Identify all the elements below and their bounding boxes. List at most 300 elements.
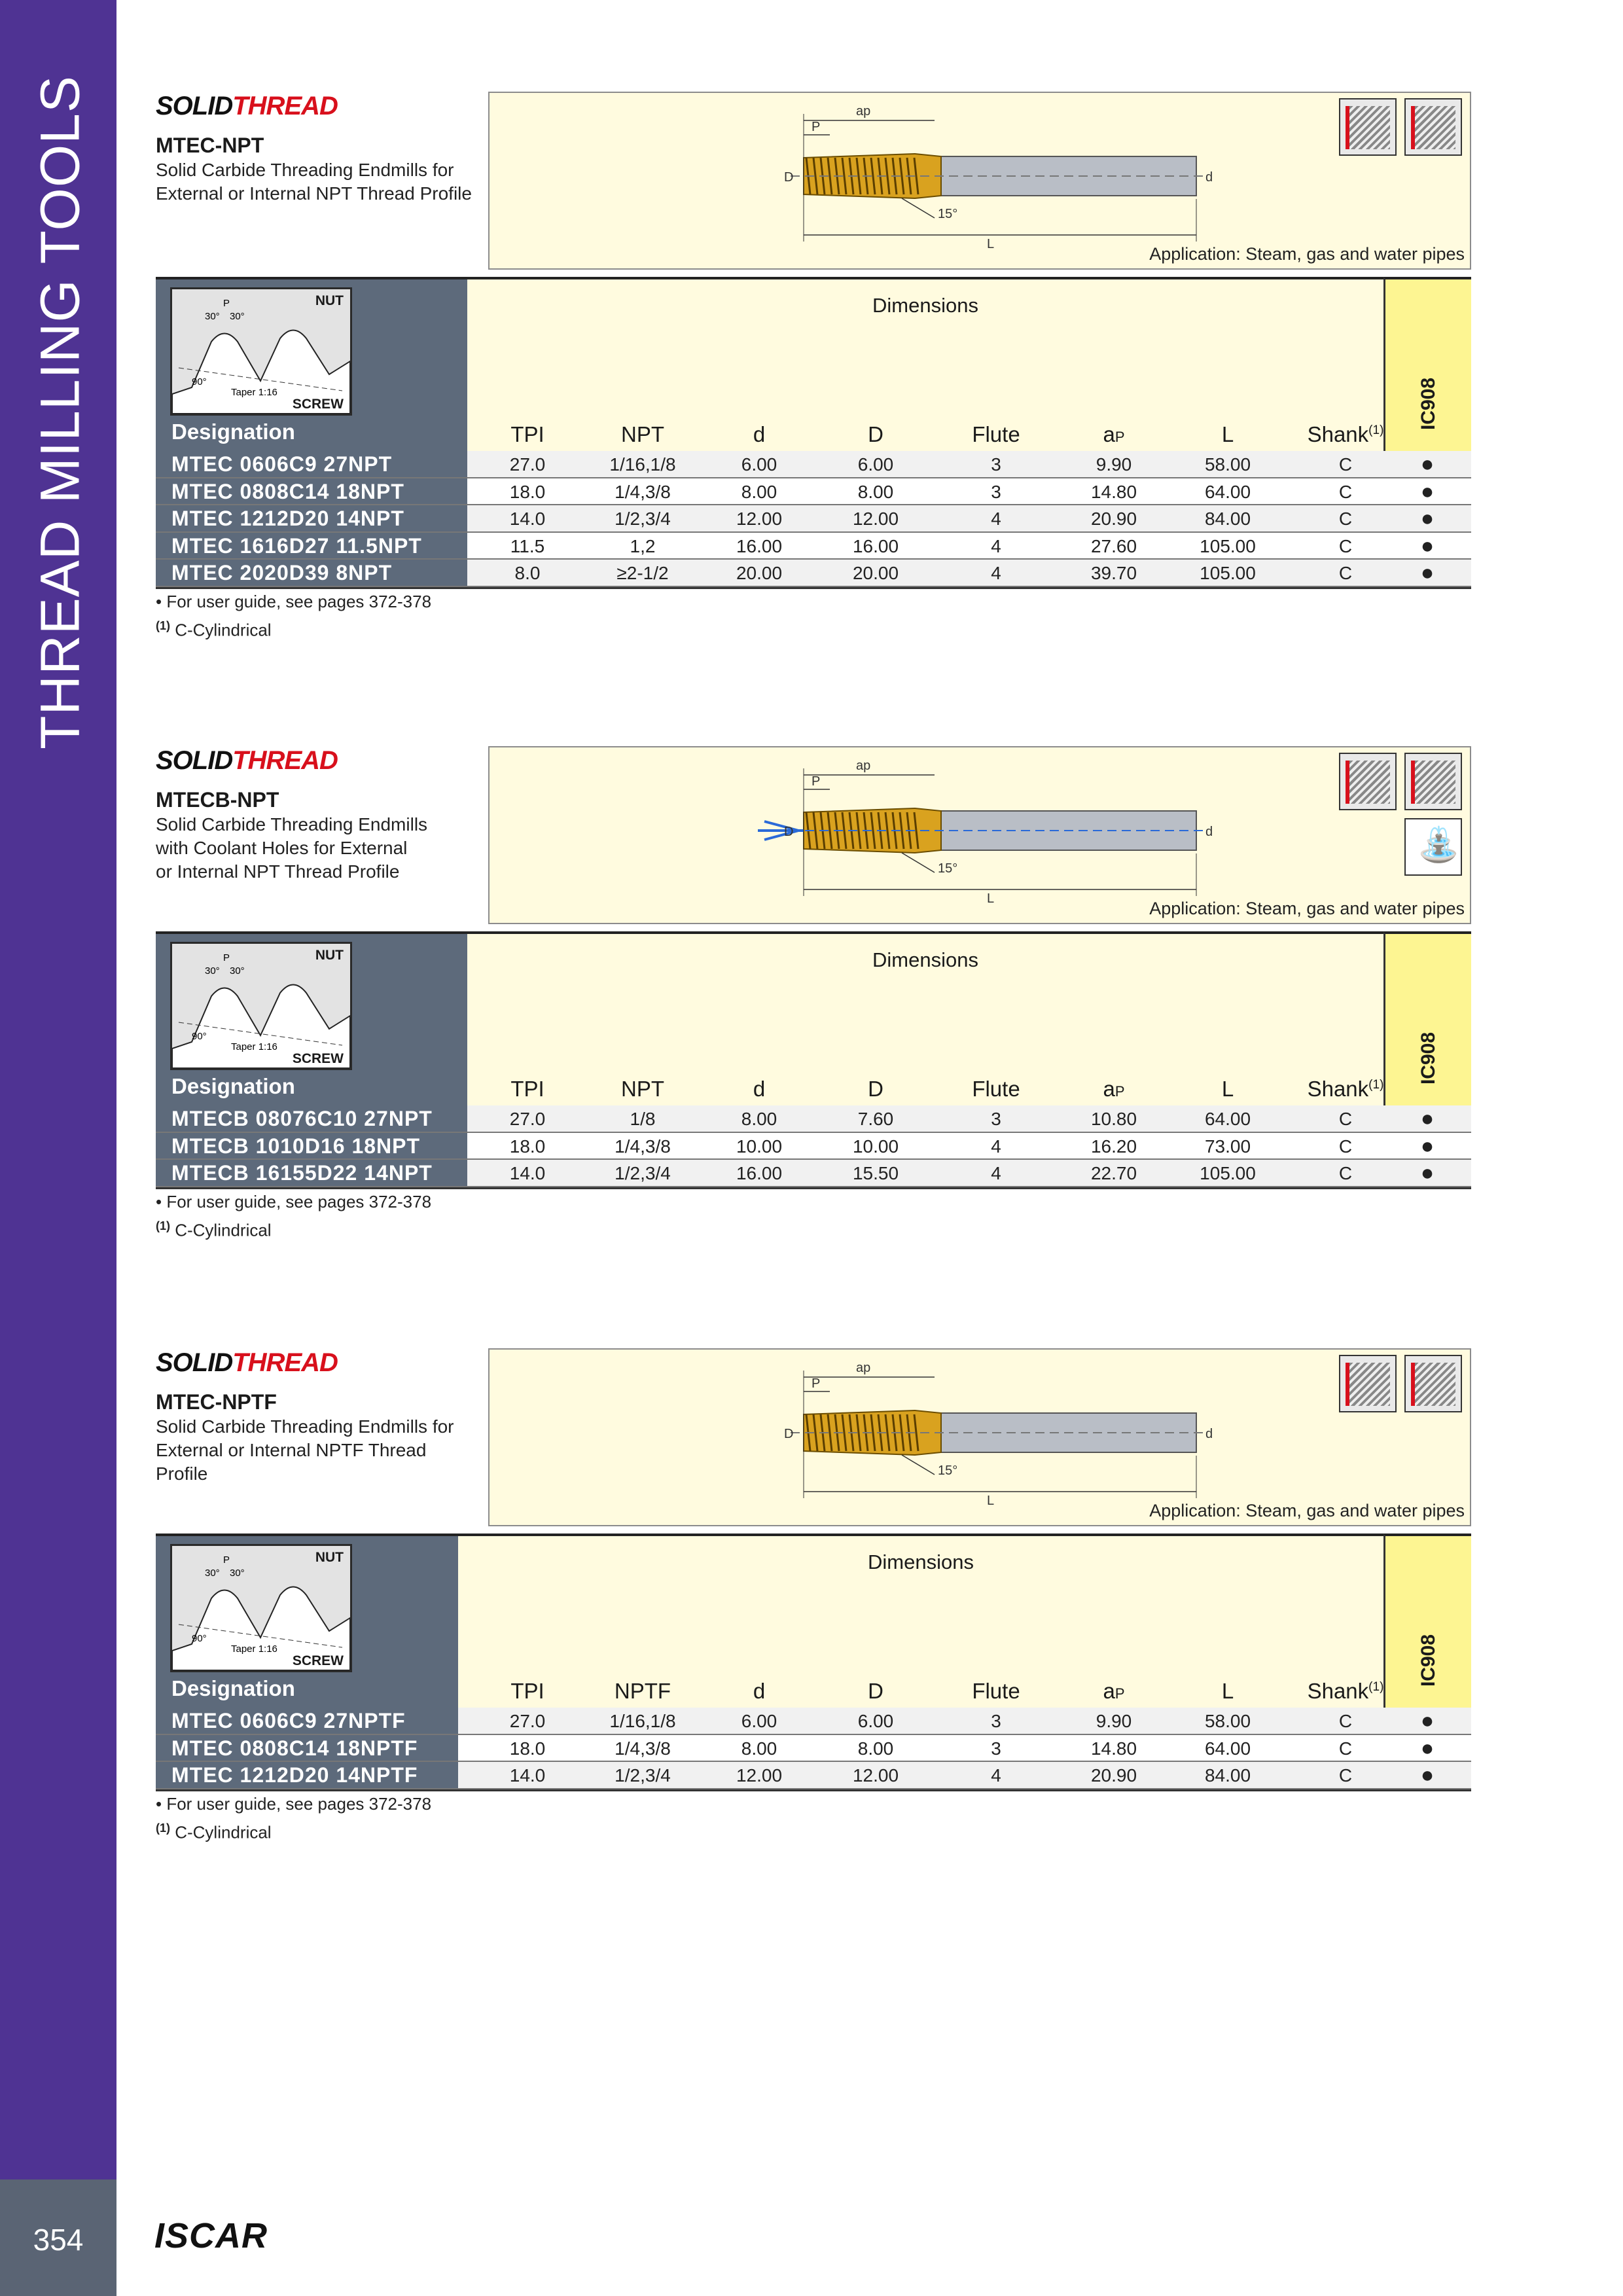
label-angle: 15°	[938, 207, 958, 221]
column-header-text: L	[1221, 1077, 1234, 1101]
shank-footnote-mark: (1)	[1368, 1680, 1384, 1694]
sidebar	[0, 0, 116, 2296]
availability-dot: ●	[1420, 478, 1435, 504]
column-header-a	[1061, 422, 1166, 447]
external-thread-icon	[1339, 753, 1397, 810]
label-D: D	[784, 825, 794, 839]
coolant-tap-icon	[1404, 818, 1462, 876]
table-cell: 27.0	[509, 454, 546, 475]
dimensions-header-block	[467, 277, 1383, 451]
table-cell: 16.00	[736, 535, 783, 556]
thumb-angle-right: 30°	[230, 965, 245, 977]
thumb-screw-label: SCREW	[292, 1653, 344, 1668]
table-cell: C	[1338, 454, 1353, 475]
shank-footnote	[156, 1214, 272, 1243]
product-description: Solid Carbide Threading Endmills for External or Internal NPT Thread Profile	[156, 160, 472, 204]
tool-drawing	[745, 1357, 1229, 1508]
table-row	[156, 1105, 1471, 1133]
table-cell: 84.00	[1204, 509, 1251, 529]
logo-thread: THREAD	[232, 746, 338, 775]
application-note: Application: Steam, gas and water pipes	[1149, 244, 1465, 264]
designation-cell: MTEC 1212D20 14NPT	[156, 505, 467, 531]
thumb-angle-right: 30°	[230, 1568, 245, 1579]
column-header-text: d	[753, 1077, 766, 1101]
column-header-text: a	[1103, 1679, 1115, 1703]
table-row	[156, 1735, 1471, 1763]
table-cell: 27.0	[509, 1711, 546, 1731]
tool-drawing-box	[488, 746, 1471, 924]
dimensions-table	[156, 931, 1471, 1189]
table-cell: C	[1338, 481, 1353, 502]
table-cell: 6.00	[741, 454, 777, 475]
table-cell: 64.00	[1204, 1109, 1251, 1129]
label-D: D	[784, 1427, 794, 1441]
table-cell: C	[1338, 1738, 1353, 1759]
table-cell: 7.60	[857, 1109, 894, 1129]
table-cell: 16.00	[736, 1163, 783, 1183]
angle-line	[902, 1455, 935, 1475]
table-cell: 58.00	[1204, 1711, 1251, 1731]
table-cell: C	[1338, 563, 1353, 583]
label-p: P	[812, 120, 821, 134]
dimensions-header-block	[467, 931, 1383, 1105]
thumb-taper-label: Taper 1:16	[231, 1643, 277, 1655]
thumb-p-label: P	[223, 1554, 230, 1566]
table-cell: 27.60	[1090, 535, 1137, 556]
dimensions-header: Dimensions	[872, 294, 978, 317]
column-header-text: NPT	[621, 422, 664, 446]
shank-footnote-mark: (1)	[156, 1821, 170, 1835]
availability-dot: ●	[1420, 1763, 1435, 1787]
table-cell: 27.0	[509, 1109, 546, 1129]
column-header-l	[1175, 422, 1280, 447]
table-cell: 8.00	[857, 1738, 894, 1759]
thumb-90-label: 90°	[192, 1633, 207, 1644]
table-row	[156, 533, 1471, 560]
internal-thread-icon	[1404, 1355, 1462, 1412]
table-cell: C	[1338, 1109, 1353, 1129]
table-cell: 20.90	[1090, 1765, 1137, 1785]
thread-profile-thumbnail	[170, 942, 352, 1070]
product-code: MTEC-NPT	[156, 134, 264, 157]
thumb-nut-label: NUT	[315, 293, 344, 308]
column-header-text: Shank	[1307, 1679, 1369, 1703]
table-cell: C	[1338, 1136, 1353, 1157]
table-cell: 6.00	[857, 454, 894, 475]
grade-label: IC908	[1417, 1031, 1439, 1085]
product-description: Solid Carbide Threading Endmills for External or Internal NPTF Thread Profile	[156, 1416, 454, 1484]
thread-glyph	[1346, 106, 1390, 149]
table-cell: 12.00	[736, 509, 783, 529]
table-cell: 39.70	[1090, 563, 1137, 583]
availability-dot: ●	[1420, 560, 1435, 585]
table-cell: 14.80	[1090, 481, 1137, 502]
table-cell: 10.00	[736, 1136, 783, 1157]
shank-footnote-text: C-Cylindrical	[170, 1822, 272, 1842]
designation-cell: MTEC 2020D39 8NPT	[156, 560, 467, 586]
table-cell: 1/2,3/4	[615, 1163, 671, 1183]
thumb-angle-left: 30°	[205, 311, 220, 322]
table-cell: 8.0	[514, 563, 541, 583]
thread-glyph	[1411, 761, 1455, 804]
column-header-text: NPT	[621, 1077, 664, 1101]
column-header-text: TPI	[510, 1679, 544, 1703]
table-cell: 18.0	[509, 1136, 546, 1157]
table-cell: 22.70	[1090, 1163, 1137, 1183]
solidthread-logo	[156, 1348, 338, 1377]
availability-dot: ●	[1420, 452, 1435, 476]
table-cell: 20.90	[1090, 509, 1137, 529]
table-cell: 8.00	[741, 1738, 777, 1759]
table-cell: 1/16,1/8	[609, 1711, 676, 1731]
shank-footnote-text: C-Cylindrical	[170, 1220, 272, 1240]
availability-dot: ●	[1420, 1133, 1435, 1158]
solidthread-logo	[156, 746, 338, 775]
table-cell: 20.00	[852, 563, 899, 583]
column-header-d	[707, 1077, 812, 1102]
table-body	[156, 451, 1471, 589]
designation-header-block	[156, 1534, 458, 1708]
thread-glyph	[1346, 761, 1390, 804]
column-header-text: NPTF	[614, 1679, 671, 1703]
thumb-taper-label: Taper 1:16	[231, 387, 277, 398]
designation-cell: MTEC 0808C14 18NPT	[156, 478, 467, 505]
label-angle: 15°	[938, 861, 958, 876]
table-cell: C	[1338, 1163, 1353, 1183]
table-cell: 20.00	[736, 563, 783, 583]
user-guide-note: • For user guide, see pages 372-378	[156, 591, 432, 611]
tool-drawing-box	[488, 92, 1471, 270]
thumb-angle-left: 30°	[205, 1568, 220, 1579]
column-header-a	[1061, 1679, 1166, 1704]
column-header-flute	[944, 1077, 1048, 1102]
table-cell: 8.00	[741, 481, 777, 502]
thumb-nut-label: NUT	[315, 1550, 344, 1565]
tool-drawing	[745, 101, 1229, 251]
external-thread-icon	[1339, 98, 1397, 156]
logo-solid: SOLID	[156, 746, 233, 775]
table-cell: 4	[991, 1136, 1001, 1157]
table-cell: 105.00	[1200, 535, 1256, 556]
designation-cell: MTEC 1616D27 11.5NPT	[156, 533, 467, 559]
table-cell: 3	[991, 1711, 1001, 1731]
table-cell: 58.00	[1204, 454, 1251, 475]
table-header	[156, 1534, 1471, 1708]
table-cell: 10.80	[1090, 1109, 1137, 1129]
column-header-tpi	[478, 1077, 577, 1102]
availability-dot: ●	[1420, 1708, 1435, 1733]
application-note: Application: Steam, gas and water pipes	[1149, 1501, 1465, 1520]
thumb-p-label: P	[223, 298, 230, 309]
sidebar-title: THREAD MILLING TOOLS	[29, 75, 91, 749]
column-header-text: D	[868, 1679, 883, 1703]
user-guide-note: • For user guide, see pages 372-378	[156, 1191, 432, 1211]
label-ap: ap	[856, 1361, 871, 1375]
table-row	[156, 451, 1471, 478]
label-L: L	[987, 891, 995, 906]
table-cell: 16.20	[1090, 1136, 1137, 1157]
thumb-nut-label: NUT	[315, 948, 344, 963]
table-cell: 6.00	[741, 1711, 777, 1731]
table-cell: 12.00	[852, 1765, 899, 1785]
table-row	[156, 1133, 1471, 1160]
thread-profile-thumbnail	[170, 287, 352, 416]
table-cell: 4	[991, 509, 1001, 529]
label-ap: ap	[856, 104, 871, 118]
table-cell: 1/2,3/4	[615, 1765, 671, 1785]
logo-solid: SOLID	[156, 92, 233, 120]
logo-solid: SOLID	[156, 1348, 233, 1377]
table-row	[156, 560, 1471, 587]
table-cell: ≥2-1/2	[616, 563, 669, 583]
table-row	[156, 505, 1471, 533]
table-cell: 9.90	[1096, 454, 1132, 475]
table-cell: 1/4,3/8	[615, 481, 671, 502]
availability-dot: ●	[1420, 506, 1435, 531]
grade-label: IC908	[1417, 377, 1439, 431]
thumb-90-label: 90°	[192, 1031, 207, 1042]
logo-thread: THREAD	[232, 1348, 338, 1377]
grade-label: IC908	[1417, 1634, 1439, 1687]
shank-footnote-mark: (1)	[1368, 1078, 1384, 1092]
brand-footer: ISCAR	[154, 2216, 268, 2255]
thumb-angle-right: 30°	[230, 311, 245, 322]
table-cell: C	[1338, 509, 1353, 529]
tap-glyph: ⛲	[1418, 826, 1460, 864]
dimensions-header-block	[458, 1534, 1383, 1708]
thumb-p-label: P	[223, 952, 230, 963]
table-cell: 4	[991, 563, 1001, 583]
table-header	[156, 277, 1471, 451]
thumb-screw-label: SCREW	[292, 1051, 344, 1066]
product-section-1	[156, 92, 1471, 641]
table-cell: 18.0	[509, 1738, 546, 1759]
thumb-screw-label: SCREW	[292, 397, 344, 412]
product-code: MTECB-NPT	[156, 788, 279, 812]
thread-glyph	[1411, 106, 1455, 149]
application-note: Application: Steam, gas and water pipes	[1149, 899, 1465, 918]
column-header-text: d	[753, 422, 766, 446]
table-cell: 6.00	[857, 1711, 894, 1731]
label-ap: ap	[856, 759, 871, 773]
grade-header	[1383, 931, 1471, 1105]
thumb-taper-label: Taper 1:16	[231, 1041, 277, 1052]
designation-header-block	[156, 931, 467, 1105]
table-cell: 18.0	[509, 481, 546, 502]
subscript-p: P	[1115, 1083, 1125, 1100]
dimensions-table	[156, 1534, 1471, 1791]
table-cell: 1/4,3/8	[615, 1136, 671, 1157]
internal-thread-icon	[1404, 753, 1462, 810]
thread-glyph	[1411, 1363, 1455, 1406]
designation-cell: MTEC 0808C14 18NPTF	[156, 1735, 458, 1761]
column-header-npt	[584, 422, 702, 447]
column-header-d	[707, 1679, 812, 1704]
table-cell: 12.00	[852, 509, 899, 529]
table-row	[156, 1762, 1471, 1789]
table-cell: 1/16,1/8	[609, 454, 676, 475]
dimensions-table	[156, 277, 1471, 589]
column-header-text: L	[1221, 422, 1234, 446]
table-body	[156, 1708, 1471, 1791]
column-header-npt	[584, 1077, 702, 1102]
designation-cell: MTEC 0606C9 27NPTF	[156, 1708, 458, 1734]
column-header-a	[1061, 1077, 1166, 1102]
column-header-tpi	[478, 422, 577, 447]
table-cell: 14.0	[509, 509, 546, 529]
shank-footnote-mark: (1)	[1368, 423, 1384, 437]
user-guide-note: • For user guide, see pages 372-378	[156, 1793, 432, 1814]
table-header	[156, 931, 1471, 1105]
column-header-text: a	[1103, 1077, 1115, 1101]
availability-dot: ●	[1420, 1735, 1435, 1761]
column-header-text: D	[868, 1077, 883, 1101]
table-cell: 14.0	[509, 1163, 546, 1183]
internal-thread-icon	[1404, 98, 1462, 156]
shank-footnote	[156, 1816, 272, 1845]
angle-line	[902, 853, 935, 872]
shank-footnote-text: C-Cylindrical	[170, 620, 272, 640]
table-cell: 3	[991, 481, 1001, 502]
grade-header	[1383, 277, 1471, 451]
column-header-text: d	[753, 1679, 766, 1703]
table-cell: 1/2,3/4	[615, 509, 671, 529]
solidthread-logo	[156, 92, 338, 120]
designation-cell: MTECB 1010D16 18NPT	[156, 1133, 467, 1159]
table-cell: 16.00	[852, 535, 899, 556]
column-header-d	[823, 1679, 928, 1704]
table-cell: 64.00	[1204, 481, 1251, 502]
thumb-90-label: 90°	[192, 376, 207, 387]
column-header-text: L	[1221, 1679, 1234, 1703]
tool-drawing-box	[488, 1348, 1471, 1526]
table-cell: C	[1338, 1765, 1353, 1785]
shank-footnote-mark: (1)	[156, 1219, 170, 1232]
table-cell: 11.5	[510, 535, 545, 556]
table-row	[156, 478, 1471, 506]
dimensions-header: Dimensions	[872, 948, 978, 971]
column-header-flute	[944, 1679, 1048, 1704]
column-header-text: Flute	[972, 1077, 1020, 1101]
label-D: D	[784, 170, 794, 185]
table-cell: 73.00	[1204, 1136, 1251, 1157]
table-row	[156, 1708, 1471, 1735]
table-cell: 3	[991, 1109, 1001, 1129]
label-p: P	[812, 774, 821, 789]
label-L: L	[987, 237, 995, 251]
column-header-flute	[944, 422, 1048, 447]
column-header-d	[823, 1077, 928, 1102]
column-header-d	[707, 422, 812, 447]
label-d: d	[1205, 1427, 1213, 1441]
table-cell: 3	[991, 454, 1001, 475]
label-d: d	[1205, 170, 1213, 185]
shank-footnote	[156, 614, 272, 643]
table-cell: 4	[991, 1163, 1001, 1183]
column-header-text: Shank	[1307, 1077, 1369, 1101]
label-p: P	[812, 1376, 821, 1391]
product-section-3	[156, 1348, 1471, 1898]
designation-header: Designation	[171, 420, 295, 444]
designation-header-block	[156, 277, 467, 451]
tool-drawing	[745, 755, 1229, 906]
thread-profile-thumbnail	[170, 1544, 352, 1672]
logo-thread: THREAD	[232, 92, 338, 120]
table-cell: 4	[991, 1765, 1001, 1785]
table-cell: 1/8	[630, 1109, 656, 1129]
table-cell: C	[1338, 1711, 1353, 1731]
table-cell: 3	[991, 1738, 1001, 1759]
table-cell: 105.00	[1200, 563, 1256, 583]
column-header-d	[823, 422, 928, 447]
table-cell: C	[1338, 535, 1353, 556]
availability-dot: ●	[1420, 1106, 1435, 1131]
availability-dot: ●	[1420, 533, 1435, 558]
label-angle: 15°	[938, 1463, 958, 1478]
table-cell: 12.00	[736, 1765, 783, 1785]
product-section-2	[156, 746, 1471, 1296]
table-cell: 4	[991, 535, 1001, 556]
column-header-text: a	[1103, 422, 1115, 446]
table-cell: 1/4,3/8	[615, 1738, 671, 1759]
column-header-text: Flute	[972, 422, 1020, 446]
column-header-text: Shank	[1307, 422, 1369, 446]
column-header-text: Flute	[972, 1679, 1020, 1703]
label-d: d	[1205, 825, 1213, 839]
thumb-angle-left: 30°	[205, 965, 220, 977]
table-cell: 14.80	[1090, 1738, 1137, 1759]
designation-header: Designation	[171, 1676, 295, 1700]
designation-cell: MTECB 16155D22 14NPT	[156, 1160, 467, 1186]
table-cell: 84.00	[1204, 1765, 1251, 1785]
table-cell: 9.90	[1096, 1711, 1132, 1731]
angle-line	[902, 198, 935, 218]
column-header-text: D	[868, 422, 883, 446]
page-number: 354	[33, 2223, 84, 2257]
column-header-text: TPI	[510, 422, 544, 446]
designation-cell: MTECB 08076C10 27NPT	[156, 1105, 467, 1132]
column-header-nptf	[584, 1679, 702, 1704]
shank-footnote-mark: (1)	[156, 619, 170, 632]
table-cell: 8.00	[741, 1109, 777, 1129]
table-cell: 10.00	[852, 1136, 899, 1157]
designation-cell: MTEC 0606C9 27NPT	[156, 451, 467, 477]
designation-header: Designation	[171, 1074, 295, 1098]
table-cell: 14.0	[509, 1765, 546, 1785]
table-cell: 15.50	[852, 1163, 899, 1183]
dimensions-header: Dimensions	[868, 1551, 974, 1573]
table-cell: 105.00	[1200, 1163, 1256, 1183]
table-cell: 64.00	[1204, 1738, 1251, 1759]
column-header-text: TPI	[510, 1077, 544, 1101]
thread-glyph	[1346, 1363, 1390, 1406]
table-cell: 8.00	[857, 481, 894, 502]
column-header-tpi	[478, 1679, 577, 1704]
availability-dot: ●	[1420, 1160, 1435, 1185]
table-cell: 1,2	[630, 535, 656, 556]
product-code: MTEC-NPTF	[156, 1390, 277, 1414]
external-thread-icon	[1339, 1355, 1397, 1412]
column-header-l	[1175, 1679, 1280, 1704]
subscript-p: P	[1115, 1685, 1125, 1702]
grade-header	[1383, 1534, 1471, 1708]
designation-cell: MTEC 1212D20 14NPTF	[156, 1762, 458, 1788]
table-body	[156, 1105, 1471, 1189]
label-L: L	[987, 1494, 995, 1508]
column-header-l	[1175, 1077, 1280, 1102]
table-row	[156, 1160, 1471, 1187]
subscript-p: P	[1115, 429, 1125, 445]
